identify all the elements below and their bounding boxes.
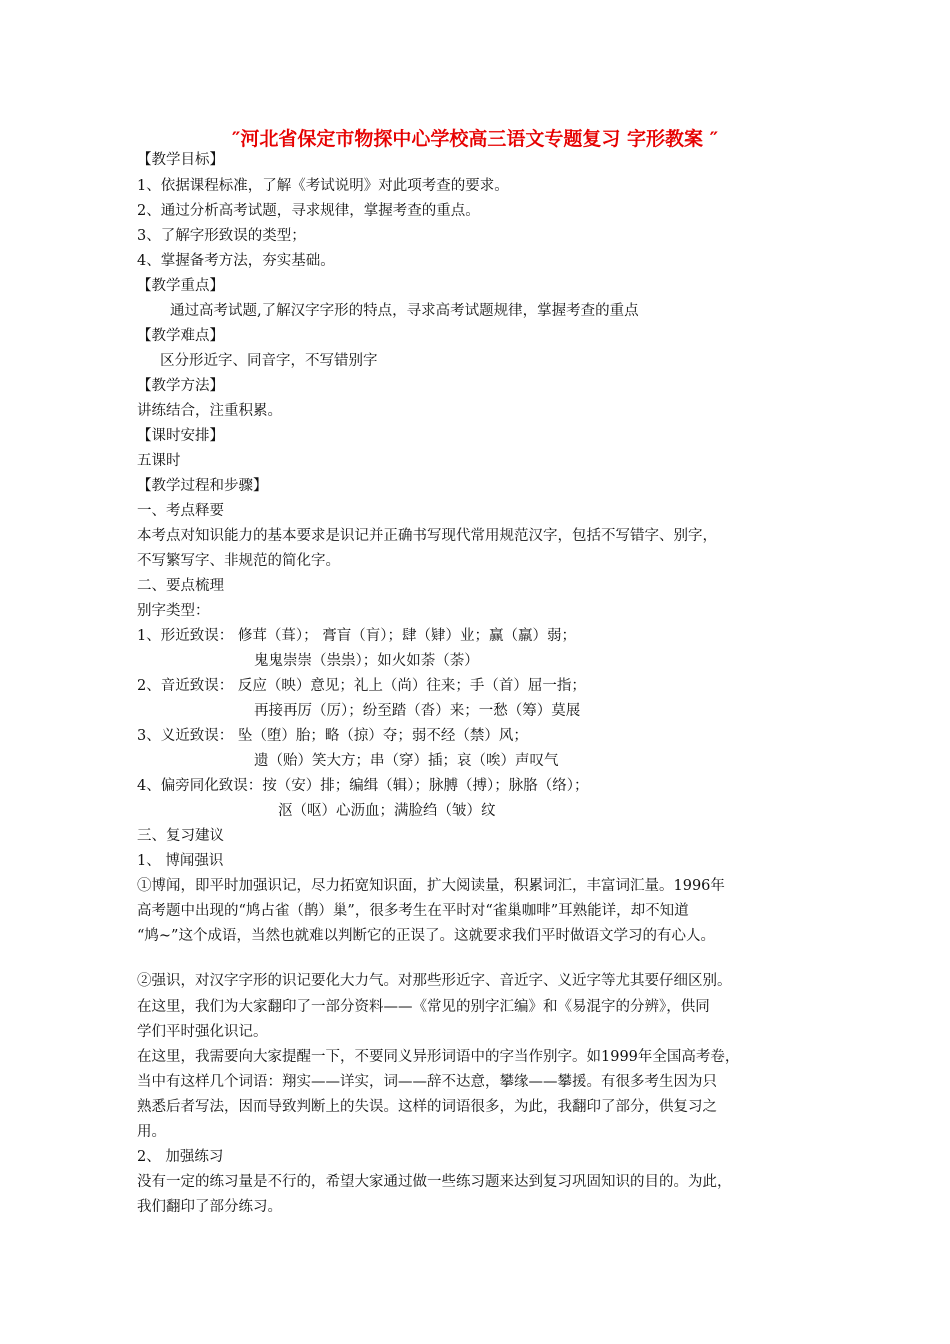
error-type-radical: 4、偏旁同化致误：按（安）排；编缉（辑）；脉膊（搏）；脉胳（络）； xyxy=(137,778,589,794)
paragraph-line: 在这里，我们为大家翻印了一部分资料——《常见的别字汇编》和《易混字的分辨》，供同 xyxy=(137,999,710,1015)
paragraph-line: 本考点对知识能力的基本要求是识记并正确书写现代常用规范汉字，包括不写错字、别字， xyxy=(137,528,717,544)
paragraph-line: 用。 xyxy=(137,1124,166,1140)
list-label: 别字类型： xyxy=(137,603,210,619)
error-type-shape: 1、形近致误： 修茸（葺）； 膏盲（肓）；肆（肄）业；赢（羸）弱； xyxy=(137,628,576,644)
subheading-advice: 三、复习建议 xyxy=(137,828,224,844)
paragraph-line: 没有一定的练习量是不行的，希望大家通过做一些练习题来达到复习巩固知识的目的。为此， xyxy=(137,1174,732,1190)
error-type-shape-cont: 鬼鬼崇崇（祟祟）；如火如荼（荼） xyxy=(254,653,479,669)
error-type-meaning-cont: 遗（贻）笑大方；串（穿）插；哀（唉）声叹气 xyxy=(254,753,559,769)
section-heading-difficulty: 【教学难点】 xyxy=(137,328,224,344)
section-heading-focus: 【教学重点】 xyxy=(137,278,224,294)
method-text: 讲练结合，注重积累。 xyxy=(137,403,282,419)
paragraph-line: “鸠~”这个成语，当然也就难以判断它的正误了。这就要求我们平时做语文学习的有心人。 xyxy=(137,928,715,944)
document-title: ″河北省保定市物探中心学校高三语文专题复习 字形教案 ″ xyxy=(231,128,719,150)
paragraph-line: 学们平时强化识记。 xyxy=(137,1024,268,1040)
paragraph-line: 在这里，我需要向大家提醒一下，不要同义异形词语中的字当作别字。如1999年全国高考卷， xyxy=(137,1049,740,1065)
paragraph-line: 高考题中出现的“鸠占雀（鹊）巢”，很多考生在平时对“雀巢咖啡”耳熟能详，却不知道 xyxy=(137,903,689,919)
focus-text: 通过高考试题,了解汉字字形的特点，寻求高考试题规律，掌握考查的重点 xyxy=(170,303,639,319)
subheading-key-points: 一、考点释要 xyxy=(137,503,224,519)
advice-item-1: 1、 博闻强识 xyxy=(137,853,224,869)
subheading-outline: 二、要点梳理 xyxy=(137,578,224,594)
section-heading-schedule: 【课时安排】 xyxy=(137,428,224,444)
goal-item-1: 1、依据课程标准，了解《考试说明》对此项考查的要求。 xyxy=(137,178,509,194)
advice-item-2: 2、 加强练习 xyxy=(137,1149,224,1165)
section-heading-process: 【教学过程和步骤】 xyxy=(137,478,268,494)
difficulty-text: 区分形近字、同音字，不写错别字 xyxy=(160,353,378,369)
error-type-radical-cont: 沤（呕）心沥血；满脸绉（皱）纹 xyxy=(278,803,496,819)
paragraph-line: 当中有这样几个词语：翔实——详实，词——辞不达意，攀缘——攀援。有很多考生因为只 xyxy=(137,1074,717,1090)
section-heading-method: 【教学方法】 xyxy=(137,378,224,394)
goal-item-2: 2、通过分析高考试题，寻求规律，掌握考查的重点。 xyxy=(137,203,480,219)
paragraph-line: 熟悉后者写法，因而导致判断上的失误。这样的词语很多，为此，我翻印了部分，供复习之 xyxy=(137,1099,717,1115)
error-type-sound: 2、音近致误： 反应（映）意见；礼上（尚）往来；手（首）屈一指； xyxy=(137,678,586,694)
schedule-text: 五课时 xyxy=(137,453,181,469)
paragraph-line: ②强识，对汉字字形的识记要化大力气。对那些形近字、音近字、义近字等尤其要仔细区别。 xyxy=(137,973,732,989)
error-type-sound-cont: 再接再厉（厉）；纷至踏（沓）来；一愁（筹）莫展 xyxy=(254,703,581,719)
paragraph-line: 我们翻印了部分练习。 xyxy=(137,1199,282,1215)
paragraph-line: ①博闻，即平时加强识记，尽力拓宽知识面，扩大阅读量，积累词汇，丰富词汇量。1996年 xyxy=(137,878,725,894)
goal-item-3: 3、了解字形致误的类型； xyxy=(137,228,306,244)
goal-item-4: 4、掌握备考方法，夯实基础。 xyxy=(137,253,335,269)
paragraph-line: 不写繁写字、非规范的简化字。 xyxy=(137,553,340,569)
error-type-meaning: 3、义近致误： 坠（堕）胎；略（掠）夺；弱不经（禁）风； xyxy=(137,728,528,744)
section-heading-goals: 【教学目标】 xyxy=(137,152,224,168)
